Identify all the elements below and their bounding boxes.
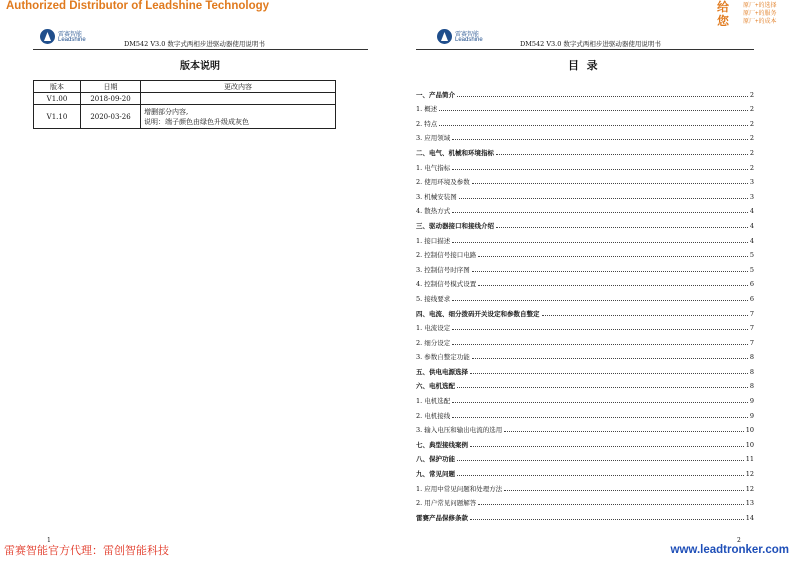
- version-cell: V1.00: [34, 93, 81, 105]
- toc-leader-dots: [452, 139, 748, 140]
- toc-entry-page: 2: [749, 163, 754, 172]
- toc-entry-label: 3. 输入电压和输出电流的选用: [416, 426, 503, 435]
- toc-entry-label: 1. 接口描述: [416, 236, 451, 245]
- toc-entry-page: 8: [749, 367, 754, 376]
- toc-leader-dots: [439, 110, 748, 111]
- toc-leader-dots: [496, 227, 748, 228]
- toc-leader-dots: [439, 125, 748, 126]
- toc-entry[interactable]: [416, 463, 754, 478]
- content-cell: [141, 93, 336, 105]
- toc-entry-label: 1. 电机选配: [416, 397, 451, 406]
- toc-entry-label: 2. 使用环境及参数: [416, 178, 470, 187]
- toc-entry[interactable]: [416, 172, 754, 187]
- toc-entry-label: 九、常见问题: [416, 470, 455, 479]
- toc-leader-dots: [452, 417, 748, 418]
- revision-table: [33, 80, 336, 129]
- toc-entry-page: 12: [745, 484, 754, 493]
- leadshine-logo: [40, 28, 100, 46]
- toc-entry-label: 五、供电电源选择: [416, 367, 468, 376]
- toc-entry[interactable]: [416, 493, 754, 508]
- toc-entry-label: 5. 接线要求: [416, 294, 451, 303]
- toc-entry[interactable]: [416, 390, 754, 405]
- toc-entry-label: 1. 电气指标: [416, 163, 451, 172]
- toc-leader-dots: [452, 242, 748, 243]
- toc-entry-page: 2: [749, 90, 754, 99]
- header-title: DM542 V3.0 数字式两相步进驱动器使用说明书: [124, 40, 265, 48]
- toc-entry-label: 3. 机械安装图: [416, 192, 457, 201]
- toc-entry-page: 9: [749, 411, 754, 420]
- toc-leader-dots: [457, 460, 744, 461]
- toc-leader-dots: [452, 169, 748, 170]
- toc-entry-label: 2. 控制信号接口电路: [416, 251, 477, 260]
- toc-entry-label: 三、驱动器接口和接线介绍: [416, 221, 494, 230]
- logo-zh: 雷赛智能: [455, 31, 480, 38]
- brand-slogan: 原厂+的成本: [743, 19, 777, 25]
- toc-leader-dots: [478, 256, 748, 257]
- toc-entry-label: 3. 控制信号时序图: [416, 265, 470, 274]
- toc-entry-page: 4: [749, 207, 754, 216]
- toc-entry[interactable]: [416, 318, 754, 333]
- toc-entry-label: 二、电气、机械和环境指标: [416, 148, 494, 157]
- toc-entry-page: 8: [749, 353, 754, 362]
- toc-entry-page: 13: [745, 499, 754, 508]
- header-rule: [33, 49, 368, 50]
- table-header-row: [34, 81, 336, 93]
- toc-entry-label: 2. 电机接线: [416, 411, 451, 420]
- toc-entry-label: 1. 应用中常见问题和处理方法: [416, 484, 503, 493]
- toc-entry-page: 2: [749, 105, 754, 114]
- toc-entry[interactable]: [416, 420, 754, 435]
- toc-leader-dots: [457, 475, 744, 476]
- toc-entry[interactable]: [416, 128, 754, 143]
- toc-entry-page: 5: [749, 265, 754, 274]
- toc-leader-dots: [472, 183, 748, 184]
- toc-entry[interactable]: [416, 230, 754, 245]
- toc-entry[interactable]: [416, 259, 754, 274]
- right-page: [400, 22, 790, 547]
- logo-zh: 雷赛智能: [58, 31, 83, 38]
- toc-leader-dots: [452, 344, 748, 345]
- toc-leader-dots: [452, 402, 748, 403]
- toc-entry-page: 8: [749, 382, 754, 391]
- toc-entry-page: 12: [745, 470, 754, 479]
- toc-leader-dots: [470, 519, 744, 520]
- toc-entry-label: 4. 散热方式: [416, 207, 451, 216]
- toc-entry-page: 2: [749, 148, 754, 157]
- toc-leader-dots: [452, 212, 748, 213]
- version-cell: V1.10: [34, 105, 81, 129]
- toc-entry-page: 7: [749, 324, 754, 333]
- toc-entry-label: 1. 概述: [416, 105, 438, 114]
- page-title: 目 录: [568, 59, 598, 72]
- date-cell: 2020-03-26: [81, 105, 141, 129]
- toc-entry[interactable]: [416, 186, 754, 201]
- brand-slogan: 原厂+的服务: [743, 11, 777, 17]
- header-rule: [416, 49, 754, 50]
- toc-entry-label: 3. 参数自整定功能: [416, 353, 470, 362]
- toc-entry-page: 4: [749, 236, 754, 245]
- toc-entry[interactable]: [416, 303, 754, 318]
- toc-entry[interactable]: [416, 332, 754, 347]
- toc-entry[interactable]: [416, 215, 754, 230]
- left-page: [0, 22, 390, 547]
- footer-agent-text: 雷赛智能官方代理：雷创智能科技: [4, 544, 169, 557]
- logo-en: Leadshine: [58, 37, 86, 43]
- page-title: 版本说明: [180, 61, 220, 72]
- toc-entry[interactable]: [416, 84, 754, 99]
- toc-entry-label: 四、电流、细分拨码开关设定和参数自整定: [416, 309, 540, 318]
- toc-entry-label: 1. 电流设定: [416, 324, 451, 333]
- toc-entry-label: 一、产品简介: [416, 90, 455, 99]
- toc-leader-dots: [542, 315, 748, 316]
- toc-entry[interactable]: [416, 405, 754, 420]
- toc-entry[interactable]: [416, 376, 754, 391]
- table-header-cell: 版本: [34, 81, 81, 93]
- toc-leader-dots: [470, 373, 748, 374]
- toc-entry[interactable]: [416, 361, 754, 376]
- toc-leader-dots: [470, 446, 744, 447]
- page-number: 1: [47, 537, 51, 544]
- toc-leader-dots: [452, 329, 748, 330]
- toc-entry[interactable]: [416, 478, 754, 493]
- toc-entry-page: 7: [749, 309, 754, 318]
- toc-leader-dots: [504, 431, 743, 432]
- toc-entry[interactable]: [416, 142, 754, 157]
- distributor-watermark: Authorized Distributor of Leadshine Technology: [6, 0, 270, 12]
- toc-entry[interactable]: [416, 449, 754, 464]
- toc-entry[interactable]: [416, 157, 754, 172]
- toc-entry[interactable]: [416, 99, 754, 114]
- toc-entry-page: 2: [749, 119, 754, 128]
- table-row: [34, 93, 336, 105]
- footer-website-link[interactable]: www.leadtronker.com: [670, 544, 789, 556]
- toc-entry[interactable]: [416, 274, 754, 289]
- header-title: DM542 V3.0 数字式两相步进驱动器使用说明书: [520, 40, 661, 48]
- toc-entry-page: 7: [749, 338, 754, 347]
- table-of-contents: [416, 84, 754, 522]
- leadshine-logo-icon: [40, 29, 55, 44]
- toc-entry[interactable]: [416, 113, 754, 128]
- toc-entry[interactable]: [416, 507, 754, 522]
- toc-entry[interactable]: [416, 288, 754, 303]
- toc-entry-page: 6: [749, 280, 754, 289]
- toc-entry-page: 3: [749, 192, 754, 201]
- toc-leader-dots: [459, 198, 748, 199]
- toc-entry-page: 4: [749, 221, 754, 230]
- toc-entry-page: 9: [749, 397, 754, 406]
- toc-entry-page: 6: [749, 294, 754, 303]
- logo-en: Leadshine: [455, 37, 483, 43]
- toc-entry-label: 六、电机选配: [416, 382, 455, 391]
- toc-entry-label: 2. 特点: [416, 119, 438, 128]
- date-cell: 2018-09-20: [81, 93, 141, 105]
- toc-entry-label: 八、保护功能: [416, 455, 455, 464]
- toc-entry[interactable]: [416, 347, 754, 362]
- toc-entry-page: 10: [745, 440, 754, 449]
- toc-entry-page: 14: [745, 513, 754, 522]
- toc-leader-dots: [478, 285, 748, 286]
- toc-entry-page: 3: [749, 178, 754, 187]
- table-header-cell: 更改内容: [141, 81, 336, 93]
- toc-leader-dots: [478, 504, 743, 505]
- toc-entry-label: 雷赛产品保修条款: [416, 513, 468, 522]
- toc-leader-dots: [472, 271, 748, 272]
- brand-slogan: 原厂+的选择: [743, 3, 777, 9]
- toc-leader-dots: [472, 358, 748, 359]
- toc-leader-dots: [457, 96, 748, 97]
- leadshine-logo-icon: [437, 29, 452, 44]
- toc-entry-page: 11: [745, 455, 754, 464]
- toc-entry-label: 七、典型接线案例: [416, 440, 468, 449]
- toc-leader-dots: [504, 490, 743, 491]
- toc-entry[interactable]: [416, 434, 754, 449]
- toc-entry[interactable]: [416, 201, 754, 216]
- toc-entry-page: 10: [745, 426, 754, 435]
- toc-entry-page: 5: [749, 251, 754, 260]
- leadshine-logo: [437, 28, 497, 46]
- toc-entry-label: 3. 应用领域: [416, 134, 451, 143]
- brand-seal: 给 您: [717, 0, 730, 28]
- content-cell: 增删部分内容, 说明：端子颜色由绿色升级成灰色: [141, 105, 336, 129]
- toc-leader-dots: [452, 300, 748, 301]
- toc-entry-label: 4. 控制信号模式设置: [416, 280, 477, 289]
- page-number: 2: [737, 537, 741, 544]
- toc-leader-dots: [457, 387, 748, 388]
- table-row: [34, 105, 336, 129]
- toc-leader-dots: [496, 154, 748, 155]
- table-header-cell: 日期: [81, 81, 141, 93]
- toc-entry-label: 2. 用户常见问题解答: [416, 499, 477, 508]
- toc-entry[interactable]: [416, 245, 754, 260]
- toc-entry-label: 2. 细分设定: [416, 338, 451, 347]
- toc-entry-page: 2: [749, 134, 754, 143]
